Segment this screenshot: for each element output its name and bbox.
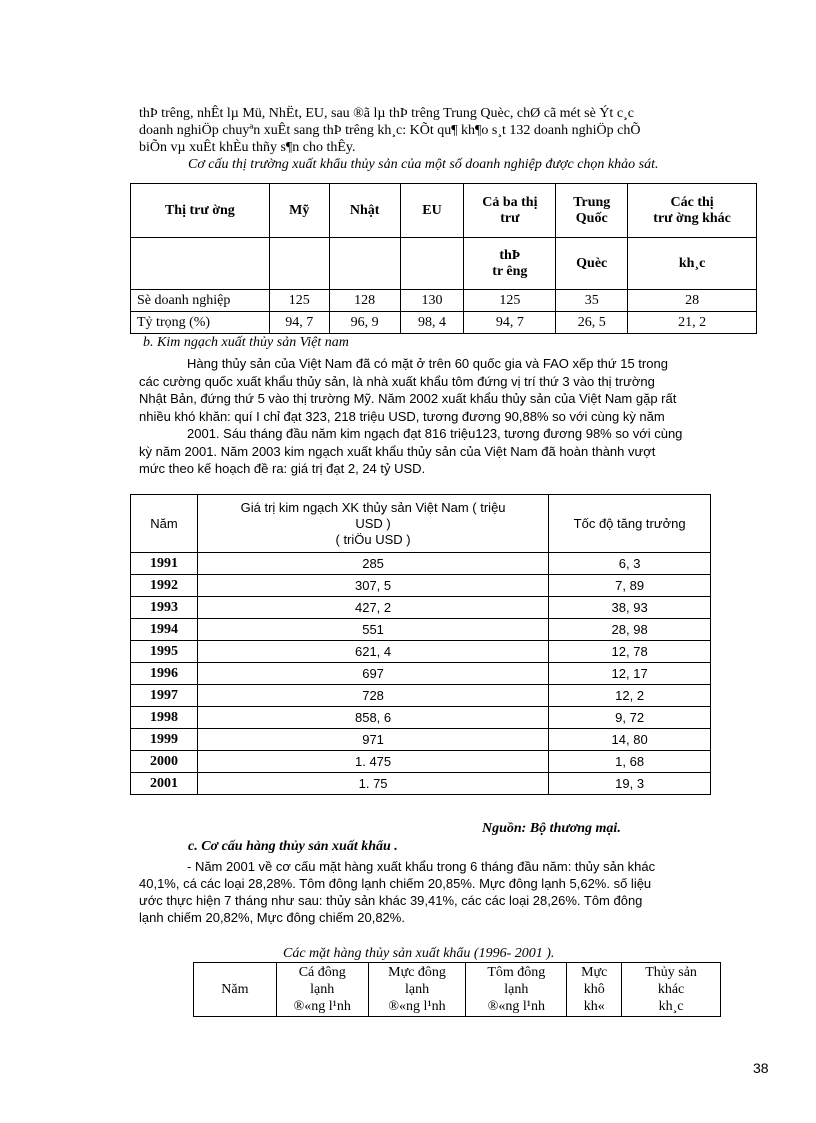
market-structure-table xyxy=(130,183,757,334)
product-structure-table xyxy=(193,962,721,1017)
header-all-three-l1: Cả ba thị xyxy=(482,194,538,210)
table-row xyxy=(131,729,711,751)
t3-header-fish xyxy=(276,963,368,1017)
growth-cell: 14, 80 xyxy=(549,729,711,751)
header-all-three-l2: trư xyxy=(500,210,520,226)
cell: 125 xyxy=(464,290,556,312)
value-cell: 427, 2 xyxy=(197,597,548,619)
header-value xyxy=(197,495,548,553)
header-value-l2: USD ) xyxy=(355,515,391,531)
header-japan: Nhật xyxy=(329,184,400,238)
growth-cell: 12, 17 xyxy=(549,663,711,685)
header-value-l3: ( triÖu USD ) xyxy=(335,531,411,547)
growth-cell: 9, 72 xyxy=(549,707,711,729)
value-cell: 971 xyxy=(197,729,548,751)
section-c-paragraph xyxy=(139,858,756,926)
cell: 35 xyxy=(556,290,628,312)
t3-header-dried-squid xyxy=(567,963,622,1017)
value-cell: 858, 6 xyxy=(197,707,548,729)
table-row xyxy=(131,575,711,597)
sub-all-three xyxy=(464,238,556,290)
header-china-l1: Trung xyxy=(573,194,611,210)
paragraph-line: nhiều khó khăn: quí I chỉ đạt 323, 218 triệu USD, tương đương 90,88% so với cùng kỳ năm xyxy=(139,408,665,424)
header-value-l1: Giá trị kim ngạch XK thủy sản Việt Nam ( triệu xyxy=(240,499,506,515)
t3-header-other xyxy=(622,963,721,1017)
growth-cell: 7, 89 xyxy=(549,575,711,597)
header-market: Thị trư ờng xyxy=(131,184,270,238)
intro-line: biÕn vµ xuÊt khÈu thñy s¶n cho thÊy. xyxy=(139,140,356,155)
cell: 26, 5 xyxy=(556,312,628,334)
t3-text: lạnh xyxy=(310,982,335,997)
table-row xyxy=(131,707,711,729)
value-cell: 1. 75 xyxy=(197,773,548,795)
table1-sub-row xyxy=(131,238,757,290)
t3-text: Mực xyxy=(581,965,608,980)
header-other-l2: trư ờng khác xyxy=(653,210,731,226)
t3-header-shrimp xyxy=(466,963,567,1017)
table-row xyxy=(131,751,711,773)
t3-text: ®«ng l¹nh xyxy=(487,999,545,1014)
growth-cell: 19, 3 xyxy=(549,773,711,795)
table-row xyxy=(131,773,711,795)
paragraph-line: Nhật Bản, đứng thứ 5 vào thị trường Mỹ. Năm 2002 xuất khẩu thủy sản của Việt Nam gặp rất xyxy=(139,391,677,406)
cell: 125 xyxy=(269,290,329,312)
table-row xyxy=(131,641,711,663)
header-year: Năm xyxy=(131,495,198,553)
header-eu: EU xyxy=(400,184,464,238)
sub-other: kh¸c xyxy=(628,238,757,290)
table-row xyxy=(131,312,757,334)
t3-text: kh¸c xyxy=(658,999,684,1014)
table-row xyxy=(131,597,711,619)
header-usa: Mỹ xyxy=(269,184,329,238)
year-cell: 1992 xyxy=(131,575,198,597)
cell: 94, 7 xyxy=(269,312,329,334)
t3-text: ®«ng l¹nh xyxy=(388,999,446,1014)
paragraph-line: Hàng thủy sản của Việt Nam đã có mặt ở trên 60 quốc gia và FAO xếp thứ 15 trong xyxy=(187,356,668,371)
t3-text: Cá đông xyxy=(298,965,346,980)
value-cell: 1. 475 xyxy=(197,751,548,773)
value-cell: 285 xyxy=(197,553,548,575)
year-cell: 1997 xyxy=(131,685,198,707)
table2-header-row xyxy=(131,495,711,553)
export-value-table xyxy=(130,494,711,795)
sub-china: Quèc xyxy=(556,238,628,290)
t3-text: Mực đông xyxy=(388,965,446,980)
intro-line: thÞ trêng, nhÊt lµ Mü, NhËt, EU, sau ®ã lµ thÞ trêng Trung Quèc, chØ cã mét sè Ýt c¸c xyxy=(139,106,634,121)
table-row xyxy=(131,619,711,641)
header-other xyxy=(628,184,757,238)
year-cell: 1994 xyxy=(131,619,198,641)
growth-cell: 38, 93 xyxy=(549,597,711,619)
year-cell: 1991 xyxy=(131,553,198,575)
section-b-paragraph xyxy=(139,355,756,478)
value-cell: 551 xyxy=(197,619,548,641)
header-china xyxy=(556,184,628,238)
t3-text: lạnh xyxy=(404,982,430,997)
cell: 21, 2 xyxy=(628,312,757,334)
growth-cell: 12, 2 xyxy=(549,685,711,707)
cell: 128 xyxy=(329,290,400,312)
paragraph-line: - Năm 2001 về cơ cấu mặt hàng xuất khẩu trong 6 tháng đầu năm: thủy sản khác xyxy=(187,859,656,874)
t3-header-year: Năm xyxy=(194,963,277,1017)
source-note: Nguồn: Bộ thương mại. xyxy=(482,821,621,836)
year-cell: 1996 xyxy=(131,663,198,685)
row-label: Sè doanh nghiệp xyxy=(131,290,270,312)
year-cell: 1999 xyxy=(131,729,198,751)
t3-text: khác xyxy=(657,982,685,997)
section-b-heading: b. Kim ngạch xuất thủy sản Việt nam xyxy=(143,335,349,350)
table3-caption: Các mặt hàng thủy sản xuất khẩu (1996- 2001 ). xyxy=(283,946,555,961)
row-label: Tỷ trọng (%) xyxy=(131,312,270,334)
t3-text: khô xyxy=(583,982,605,997)
cell: 28 xyxy=(628,290,757,312)
value-cell: 307, 5 xyxy=(197,575,548,597)
sub-all-three-l2: tr êng xyxy=(492,263,528,279)
t3-text: Thủy sản xyxy=(645,965,697,980)
table1-caption: Cơ cấu thị trường xuất khẩu thủy sản của một số doanh nghiệp được chọn khảo sát. xyxy=(188,157,659,172)
growth-cell: 6, 3 xyxy=(549,553,711,575)
paragraph-line: 2001. Sáu tháng đầu năm kim ngạch đạt 816 triệu123, tương đương 98% so với cùng xyxy=(187,426,683,441)
year-cell: 2000 xyxy=(131,751,198,773)
header-all-three xyxy=(464,184,556,238)
paragraph-line: ước thực hiện 7 tháng như sau: thủy sản khác 39,41%, các các loại 28,26%. Tôm đông xyxy=(139,893,643,908)
table1-header-row xyxy=(131,184,757,238)
cell: 94, 7 xyxy=(464,312,556,334)
growth-cell: 1, 68 xyxy=(549,751,711,773)
t3-text: ®«ng l¹nh xyxy=(293,999,351,1014)
t3-header-squid xyxy=(368,963,466,1017)
t3-text: lạnh xyxy=(504,982,529,997)
value-cell: 697 xyxy=(197,663,548,685)
paragraph-line: kỳ năm 2001. Năm 2003 kim ngạch xuất khẩu thủy sản của Việt Nam đã hoàn thành vượt xyxy=(139,443,656,459)
growth-cell: 12, 78 xyxy=(549,641,711,663)
paragraph-line: 40,1%, cá các loại 28,28%. Tôm đông lạnh chiếm 20,85%. Mực đông lạnh 5,62%. số liệu xyxy=(139,876,652,891)
value-cell: 621, 4 xyxy=(197,641,548,663)
header-growth: Tốc độ tăng trưởng xyxy=(549,495,711,553)
year-cell: 1995 xyxy=(131,641,198,663)
cell: 98, 4 xyxy=(400,312,464,334)
cell: 96, 9 xyxy=(329,312,400,334)
year-cell: 1998 xyxy=(131,707,198,729)
header-china-l2: Quốc xyxy=(575,210,608,226)
page-number: 38 xyxy=(753,1060,769,1076)
table-row xyxy=(131,553,711,575)
intro-paragraph xyxy=(139,105,756,156)
value-cell: 728 xyxy=(197,685,548,707)
growth-cell: 28, 98 xyxy=(549,619,711,641)
sub-all-three-l1: thÞ xyxy=(499,247,521,263)
year-cell: 2001 xyxy=(131,773,198,795)
paragraph-line: các cường quốc xuất khẩu thủy sản, là nhà xuất khẩu tôm đứng vị trí thứ 3 vào thị trường xyxy=(139,373,655,389)
header-other-l1: Các thị xyxy=(670,194,714,210)
table-row xyxy=(131,663,711,685)
t3-text: Tôm đông xyxy=(487,965,546,980)
year-cell: 1993 xyxy=(131,597,198,619)
t3-text: kh« xyxy=(583,999,605,1014)
table3-header-row xyxy=(194,963,721,1017)
section-c-heading: c. Cơ cấu hàng thủy sản xuất khẩu . xyxy=(188,839,398,854)
paragraph-line: lạnh chiếm 20,82%, Mực đông chiếm 20,82%. xyxy=(139,910,405,925)
intro-line: doanh nghiÖp chuyªn xuÊt sang thÞ trêng kh¸c: KÕt qu¶ kh¶o s¸t 132 doanh nghiÖp chÕ xyxy=(139,123,641,138)
cell: 130 xyxy=(400,290,464,312)
paragraph-line: mức theo kế hoạch đề ra: giá trị đạt 2, 24 tỷ USD. xyxy=(139,461,426,476)
table-row xyxy=(131,685,711,707)
table-row xyxy=(131,290,757,312)
